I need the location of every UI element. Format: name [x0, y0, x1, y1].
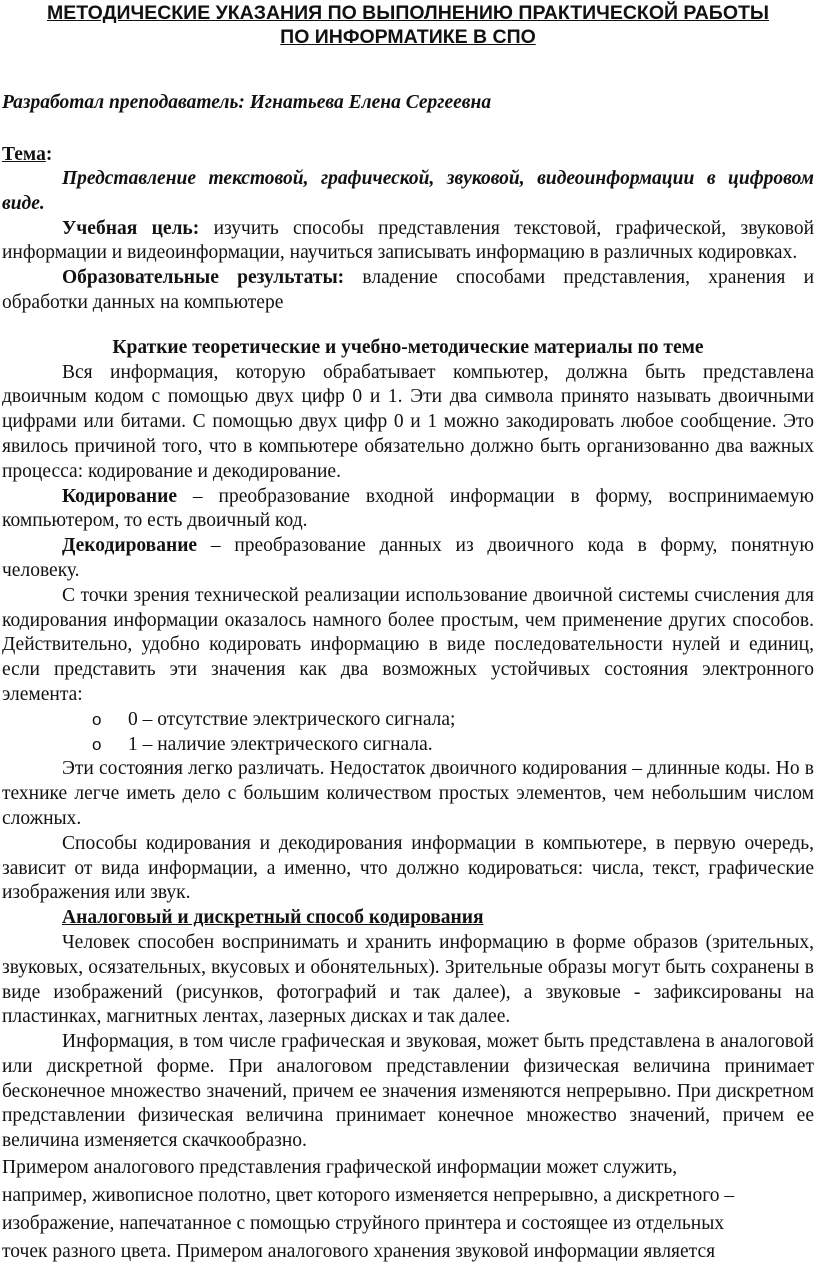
paragraph-states: Эти состояния легко различать. Недостаток двоичного кодирования – длинные коды. Но в технике легче иметь дело с большим количеством простых элементов, чем небольшим числом сложных.: [2, 758, 814, 829]
results-text: владение способами представления, хранения и обработки данных на компьютере: [2, 267, 815, 313]
paragraph-binary: Вся информация, которую обрабатывает компьютер, должна быть представлена двоичным кодом с помощью двух цифр 0 и 1. Эти два символа принято называть двоичными цифрами или битами. С помощью двух цифр 0 и 1 можно закодировать любое сообщение. Это явилось причиной того, что в компьютере обязательно должно быть организованно два важных процесса: кодирование и декодирование.: [2, 361, 814, 482]
goal-text: изучить способы представления текстовой, графической, звуковой информации и видеоинформации, научиться записывать информацию в различных кодировках.: [2, 217, 815, 264]
topic-label-text: Тема: [2, 144, 46, 165]
results-label: Образовательные результаты:: [62, 267, 345, 289]
examples-line-4: точек разного цвета. Примером аналогового хранения звуковой информации является: [2, 1241, 716, 1263]
paragraph-examples: [2, 1154, 814, 1266]
examples-line-2: например, живописное полотно, цвет которого изменяется непрерывно, а дискретного –: [2, 1185, 735, 1207]
decoding-term: Декодирование: [62, 535, 198, 557]
paragraph-perception: Человек способен воспринимать и хранить информацию в форме образов (зрительных, звуковых, осязательных, вкусовых и обонятельных). Зрительные образы могут быть сохранены в виде изображений (рисунков, фотографий и так далее), а звуковые - зафиксированы на пластинках, магнитных лентах, лазерных дисках и так далее.: [2, 931, 814, 1028]
topic-label-colon: :: [45, 144, 53, 165]
document-title: [2, 0, 814, 49]
bullet-icon: o: [92, 709, 102, 729]
bullet-icon: o: [92, 734, 102, 754]
coding-definition: [2, 485, 814, 535]
decoding-definition: [2, 534, 814, 584]
topic-label: [2, 143, 814, 167]
list-item: [2, 733, 814, 758]
decoding-text: – преобразование данных из двоичного кода в форму, понятную человеку.: [2, 535, 814, 581]
author-line: Разработал преподаватель: Игнатьева Елена Сергеевна: [2, 92, 492, 113]
coding-term: Кодирование: [62, 485, 177, 507]
examples-line-1: Примером аналогового представления графической информации может служить,: [2, 1157, 678, 1179]
title-line-1: МЕТОДИЧЕСКИЕ УКАЗАНИЯ ПО ВЫПОЛНЕНИЮ ПРАКТИЧЕСКОЙ РАБОТЫ: [47, 2, 769, 24]
subheading-analog-discrete: Аналоговый и дискретный способ кодирования: [62, 907, 484, 929]
goal-label: Учебная цель:: [62, 217, 200, 239]
signal-state-list: [2, 708, 814, 758]
paragraph-technical: С точки зрения технической реализации использование двоичной системы счисления для кодирования информации оказалось намного более простым, чем применение других способов. Действительно, удобно кодировать информацию в виде последовательности нулей и единиц, если представить эти значения как два возможных устойчивых состояния электронного элемента:: [2, 584, 814, 705]
paragraph-methods: Способы кодирования и декодирования информации в компьютере, в первую очередь, зависит от вида информации, а именно, что должно кодироваться: числа, текст, графические изображения или звук.: [2, 832, 814, 904]
title-line-2: ПО ИНФОРМАТИКЕ В СПО: [280, 26, 536, 48]
list-item-text: 0 – отсутствие электрического сигнала;: [128, 708, 456, 730]
topic-text: Представление текстовой, графической, звуковой, видеоинформации в цифровом виде.: [2, 168, 814, 214]
coding-text: – преобразование входной информации в форму, воспринимаемую компьютером, то есть двоичный код.: [2, 485, 814, 532]
list-item: [2, 708, 814, 733]
results-paragraph: [2, 266, 814, 316]
goal-paragraph: [2, 217, 814, 267]
paragraph-analog-discrete: Информация, в том числе графическая и звуковая, может быть представлена в аналоговой или дискретной форме. При аналоговом представлении физическая величина принимает бесконечное множество значений, причем ее значения изменяются непрерывно. При дискретном представлении физическая величина принимает конечное множество значений, причем ее величина изменяется скачкообразно.: [2, 1031, 814, 1152]
section-heading: Краткие теоретические и учебно-методические материалы по теме: [112, 336, 704, 358]
list-item-text: 1 – наличие электрического сигнала.: [128, 733, 433, 755]
examples-line-3: изображение, напечатанное с помощью струйного принтера и состоящее из отдельных: [2, 1213, 725, 1235]
